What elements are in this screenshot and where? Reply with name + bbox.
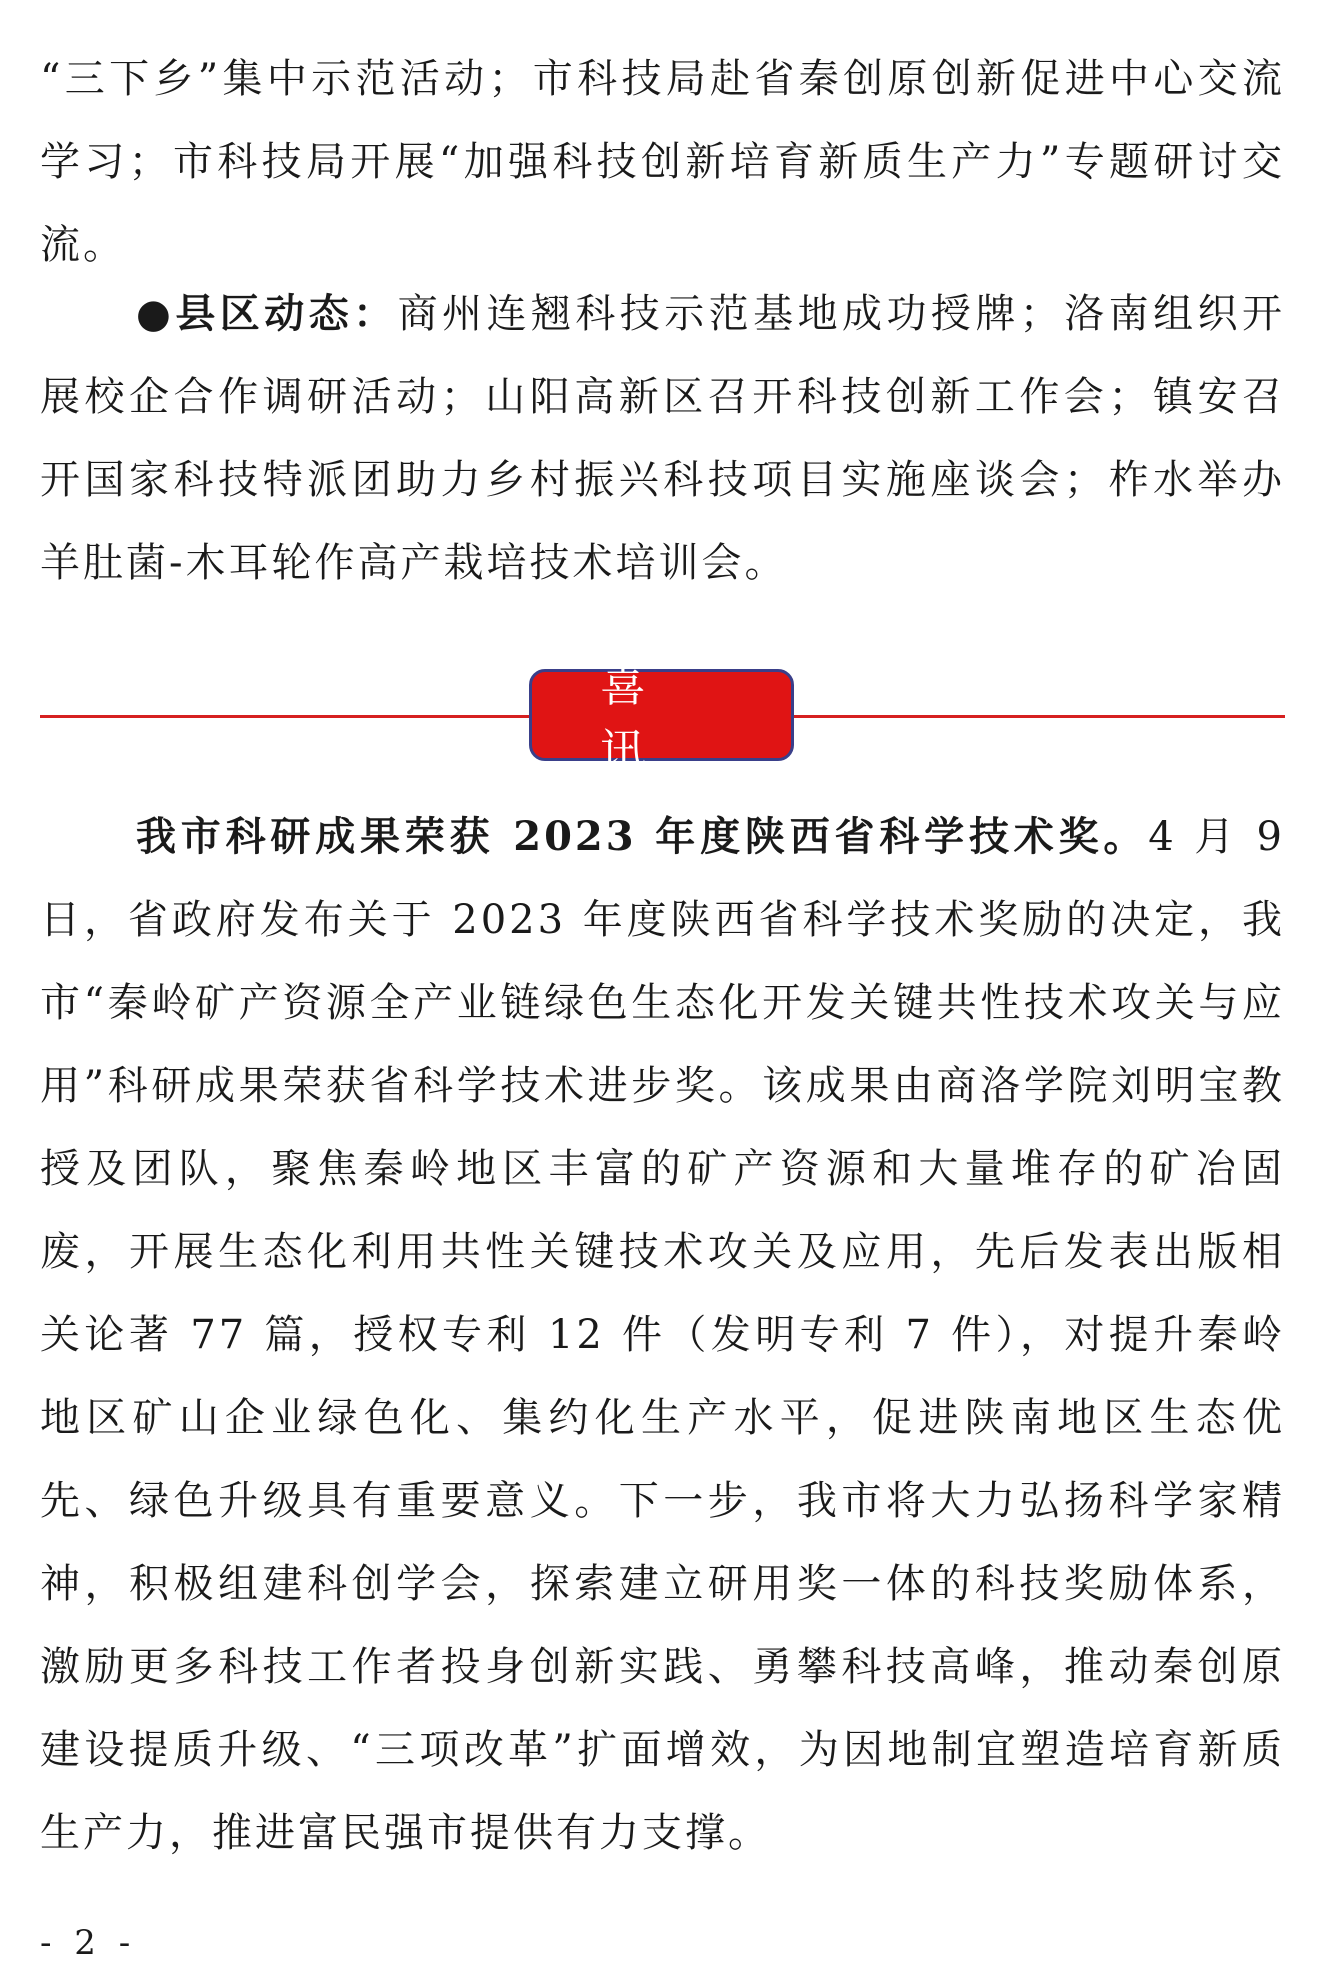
page-number: - 2 - (40, 1923, 137, 1963)
intro-paragraph (40, 38, 1285, 287)
county-body: 商州连翘科技示范基地成功授牌；洛南组织开展校企合作调研活动；山阳高新区召开科技创新工作会；镇安召开国家科技特派团助力乡村振兴科技项目实施座谈会；柞水举办羊肚菌-木耳轮作高产栽培技术培训会。 (40, 291, 1286, 586)
news-body: 4 月 9 日，省政府发布关于 2023 年度陕西省科学技术奖励的决定，我市“秦岭矿产资源全产业链绿色生态化开发关键共性技术攻关与应用”科研成果荣获省科学技术进步奖。该成果由商洛学院刘明宝教授及团队，聚焦秦岭地区丰富的矿产资源和大量堆存的矿冶固废，开展生态化利用共性关键技术攻关及应用，先后发表出版相关论著 77 篇，授权专利 12 件（发明专利 7 件），对提升秦岭地区矿山企业绿色化、集约化生产水平，促进陕南地区生态优先、绿色升级具有重要意义。下一步，我市将大力弘扬科学家精神，积极组建科创学会，探索建立研用奖一体的科技奖励体系，激励更多科技工作者投身创新实践、勇攀科技高峰，推动秦创原建设提质升级、“三项改革”扩面增效，为因地制宜塑造培育新质生产力，推进富民强市提供有力支撑。 (40, 814, 1285, 1856)
award-news-paragraph (40, 795, 1285, 1875)
news-headline: 我市科研成果荣获 2023 年度陕西省科学技术奖。 (136, 813, 1149, 860)
county-heading: 县区动态： (175, 290, 398, 337)
county-news-paragraph (40, 272, 1285, 605)
intro-text: “三下乡”集中示范活动；市科技局赴省秦创原创新促进中心交流学习；市科技局开展“加强科技创新培育新质生产力”专题研讨交流。 (40, 56, 1285, 268)
banner-title: 喜讯 (600, 658, 714, 778)
bullet-icon: ● (136, 290, 176, 337)
good-news-banner (529, 658, 794, 778)
